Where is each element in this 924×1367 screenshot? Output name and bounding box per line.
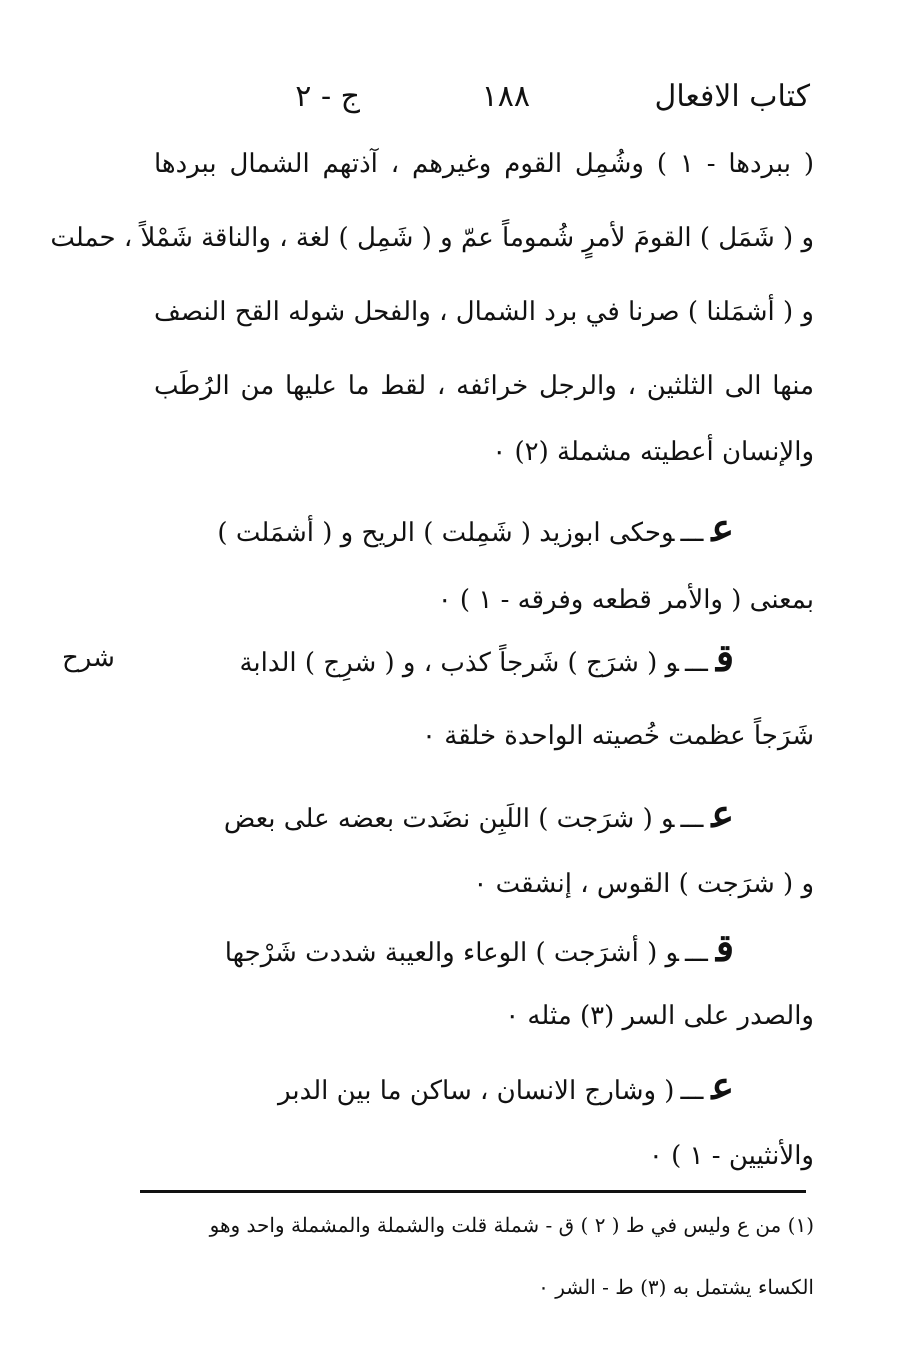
page-number: ١٨٨ xyxy=(481,79,530,114)
text-line xyxy=(154,366,814,406)
volume-label: ج - ٢ xyxy=(295,79,360,114)
source-letter: ع xyxy=(711,505,734,550)
source-letter: ع xyxy=(711,791,734,836)
book-title: كتاب الافعال xyxy=(654,79,810,114)
text-line xyxy=(154,716,814,756)
text-line xyxy=(154,1136,814,1176)
text-line xyxy=(154,996,814,1036)
line-text: و ( أشمَلنا ) صرنا في برد الشمال ، والفحل شوله القح النصف xyxy=(154,297,814,327)
text-line xyxy=(154,292,814,332)
line-text: و ( شرَجت ) اللَبِن نضَدت بعضه على بعض xyxy=(223,804,675,834)
line-text: منها الى الثلثين ، والرجل خرائفه ، لقط ما عليها من الرُطَب xyxy=(154,371,814,401)
source-letter: ع xyxy=(711,1063,734,1108)
entry-line: قـــو ( أشرَجت ) الوعاء والعيبة شددت شَرْجها xyxy=(224,925,734,970)
entry-line: عـــوحكى ابوزيد ( شَمِلت ) الريح و ( أشمَلت ) xyxy=(217,505,734,550)
line-text: و ( شرَجت ) القوس ، إنشقت ٠ xyxy=(473,869,814,899)
line-text: ( وشارج الانسان ، ساكن ما بين الدبر xyxy=(277,1076,675,1106)
text-line xyxy=(50,218,814,258)
line-text: و ( شرَج ) شَرجاً كذب ، و ( شرِج ) الدابة xyxy=(239,648,679,678)
entry-line: عـــ( وشارج الانسان ، ساكن ما بين الدبر xyxy=(277,1063,734,1108)
page-header xyxy=(180,72,810,122)
text-line xyxy=(154,432,814,472)
line-text: والإنسان أعطيته مشملة (٢) ٠ xyxy=(492,437,814,467)
text-line xyxy=(154,864,814,904)
line-text: و ( شَمَل ) القومَ لأمرٍ شُموماً عمّ و ( شَمِل ) لغة ، والناقة شَمْلاً ، حملت xyxy=(50,223,814,253)
footnote-separator xyxy=(140,1190,806,1193)
line-text: وحكى ابوزيد ( شَمِلت ) الريح و ( أشمَلت ) xyxy=(217,518,675,548)
line-text: شَرَجاً عظمت خُصيته الواحدة خلقة ٠ xyxy=(422,721,814,751)
source-letter: ق xyxy=(715,635,734,680)
line-text: والصدر على السر (٣) مثله ٠ xyxy=(505,1001,814,1031)
entry-line: قـــو ( شرَج ) شَرجاً كذب ، و ( شرِج ) الدابة xyxy=(239,635,734,680)
footnote-line: (١) من ع وليس في ط ( ٢ ) ق - شملة قلت والشملة والمشملة واحد وهو xyxy=(209,1213,814,1237)
source-letter: ق xyxy=(715,925,734,970)
entry-line: عـــو ( شرَجت ) اللَبِن نضَدت بعضه على بعض xyxy=(223,791,734,836)
footnote-line: الكساء يشتمل به (٣) ط - الشر ٠ xyxy=(538,1275,814,1299)
margin-root-word: شرح xyxy=(62,643,115,673)
line-text: بمعنى ( والأمر قطعه وفرقه - ١ ) ٠ xyxy=(437,585,814,615)
line-text: والأنثيين - ١ ) ٠ xyxy=(648,1141,814,1171)
line-text: و ( أشرَجت ) الوعاء والعيبة شددت شَرْجها xyxy=(224,938,679,968)
text-line xyxy=(154,144,814,184)
line-text: ( ببردها - ١ ) وشُمِل القوم وغيرهم ، آذتهم الشمال ببردها xyxy=(154,149,814,179)
text-line xyxy=(154,580,814,620)
